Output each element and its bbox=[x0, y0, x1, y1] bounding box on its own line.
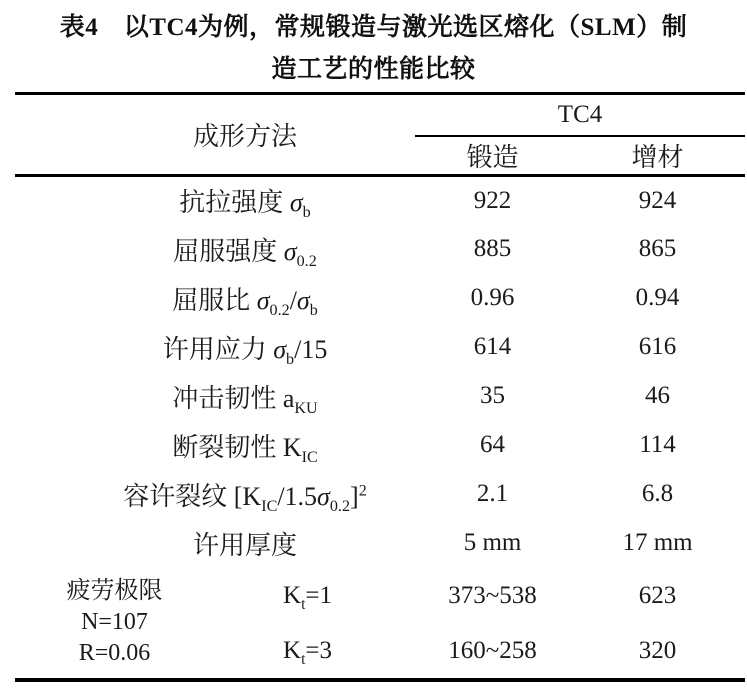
value-additive: 623 bbox=[638, 581, 677, 609]
value-forging: 2.1 bbox=[476, 480, 509, 507]
table-row bbox=[15, 470, 745, 519]
table-caption bbox=[0, 0, 747, 92]
row-label: 许用厚度 bbox=[193, 530, 298, 560]
value-forging: 64 bbox=[480, 431, 506, 458]
value-additive: 6.8 bbox=[641, 480, 674, 507]
row-label: 容许裂纹 $[K_{IC}/1.5\sigma_{0.2}]^2$ bbox=[123, 481, 367, 515]
value-forging: 0.96 bbox=[470, 284, 515, 311]
table-caption-line-2: 造工艺的性能比较 bbox=[271, 56, 476, 83]
fatigue-limit-title: 疲劳极限 bbox=[66, 578, 163, 604]
header-col-additive: 增材 bbox=[570, 136, 745, 176]
table-row bbox=[15, 372, 745, 421]
kt-label: $K_t=3$ bbox=[283, 636, 332, 668]
row-label: 屈服比 $\sigma_{0.2}/\sigma_b$ bbox=[172, 285, 318, 319]
value-forging: 160~258 bbox=[448, 636, 537, 664]
table-row-fatigue bbox=[15, 568, 745, 624]
value-forging: 373~538 bbox=[448, 581, 537, 609]
table-row bbox=[15, 176, 745, 225]
row-label: 屈服强度 $\sigma_{0.2}$ bbox=[173, 236, 317, 270]
header-group-tc4: TC4 bbox=[415, 94, 745, 136]
value-forging: 35 bbox=[480, 382, 506, 409]
properties-table bbox=[15, 92, 745, 682]
value-additive: 616 bbox=[638, 333, 677, 360]
row-label: 冲击韧性 $a_{KU}$ bbox=[172, 383, 318, 417]
row-label: 断裂韧性 $K_{IC}$ bbox=[172, 432, 318, 466]
value-additive: 17 mm bbox=[622, 529, 693, 556]
value-forging: 614 bbox=[473, 333, 512, 360]
row-label: 许用应力 $\sigma_b/15$ bbox=[162, 334, 328, 368]
value-additive: 114 bbox=[639, 431, 676, 458]
value-additive: 320 bbox=[638, 636, 677, 664]
table-row bbox=[15, 421, 745, 470]
value-forging: 922 bbox=[473, 186, 512, 214]
value-forging: 885 bbox=[473, 235, 512, 262]
row-label: 抗拉强度 $\sigma_b$ bbox=[179, 188, 311, 222]
fatigue-stress-ratio: R=0.06 bbox=[78, 640, 151, 666]
fatigue-limit-label bbox=[15, 568, 200, 680]
header-method: 成形方法 bbox=[15, 94, 415, 176]
table-row bbox=[15, 274, 745, 323]
value-additive: 924 bbox=[638, 186, 677, 214]
kt-label: $K_t=1$ bbox=[283, 581, 332, 613]
fatigue-cycles: N=107 bbox=[81, 609, 148, 635]
table-row bbox=[15, 225, 745, 274]
table-row bbox=[15, 323, 745, 372]
table-row bbox=[15, 519, 745, 568]
value-additive: 0.94 bbox=[635, 284, 680, 311]
header-row-group bbox=[15, 94, 745, 136]
header-col-forging: 锻造 bbox=[415, 136, 570, 176]
value-additive: 46 bbox=[645, 382, 671, 409]
value-forging: 5 mm bbox=[463, 529, 522, 556]
value-additive: 865 bbox=[638, 235, 677, 262]
table-caption-line-1: 表4 以TC4为例，常规锻造与激光选区熔化（SLM）制 bbox=[59, 14, 688, 41]
